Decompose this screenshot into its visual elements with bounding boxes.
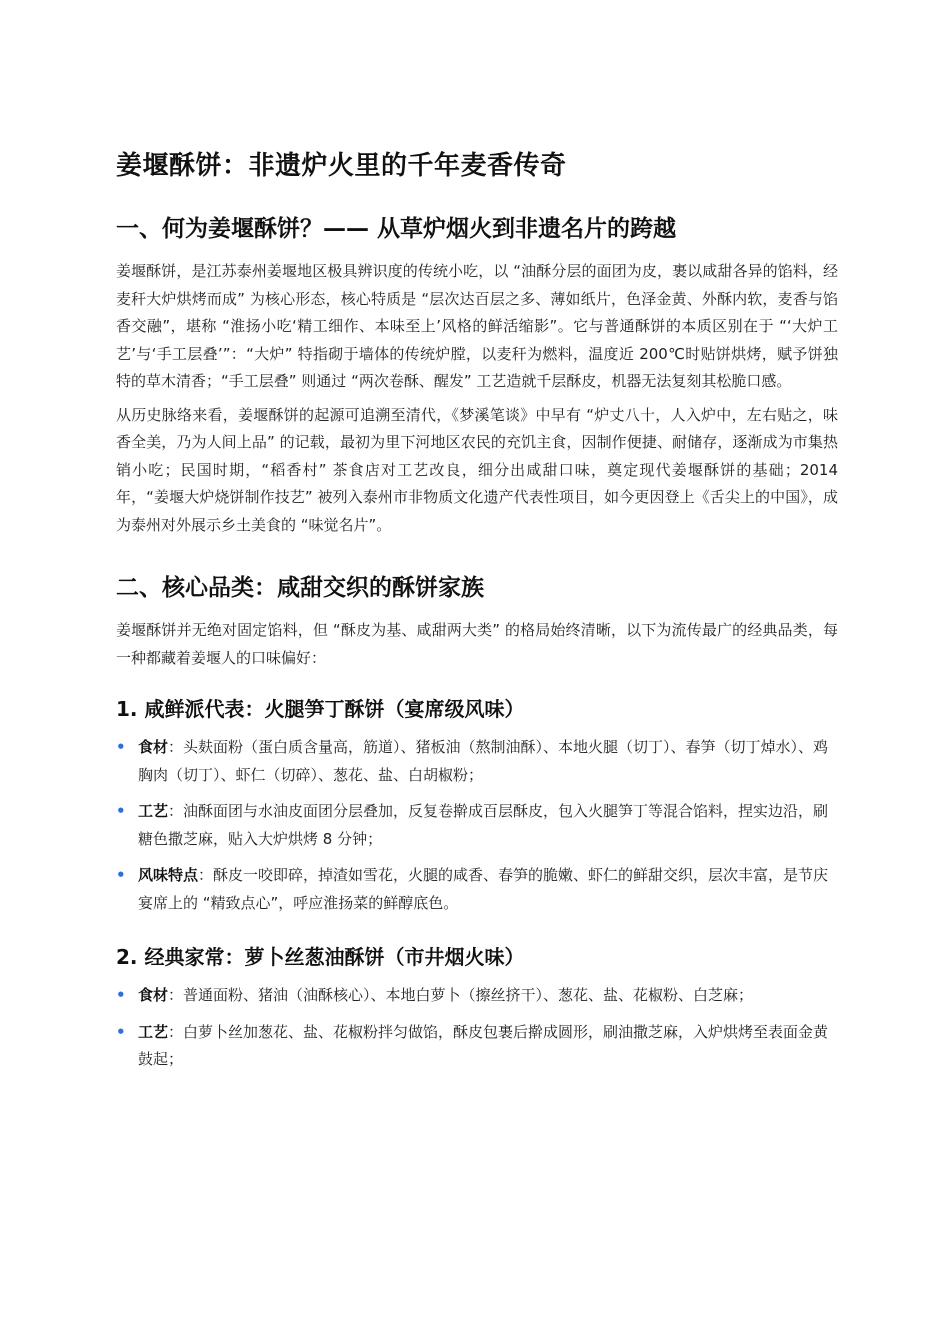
bullet-icon: • xyxy=(116,866,126,884)
list-item xyxy=(116,1019,838,1074)
item-label: 食材 xyxy=(138,738,169,756)
item-text: ：头麸面粉（蛋白质含量高，筋道）、猪板油（熬制油酥）、本地火腿（切丁）、春笋（切丁焯水）、鸡胸肉（切丁）、虾仁（切碎）、葱花、盐、白胡椒粉； xyxy=(138,738,829,784)
bullet-list-1 xyxy=(116,734,838,917)
bullet-icon: • xyxy=(116,986,126,1004)
bullet-list-2 xyxy=(116,982,838,1074)
list-item xyxy=(116,862,838,917)
list-item xyxy=(116,798,838,853)
document-page xyxy=(116,146,838,1083)
section-heading-1: 一、何为姜堰酥饼？—— 从草炉烟火到非遗名片的跨越 xyxy=(116,216,677,242)
spacer xyxy=(116,926,838,942)
section-1-paragraph-2: 从历史脉络来看，姜堰酥饼的起源可追溯至清代，《梦溪笔谈》中早有 “炉丈八十，人入炉中，左右贴之，味香全美，乃为人间上品” 的记载，最初为里下河地区农民的充饥主食，因制作便捷、耐储存，逐渐成为市集热销小吃；民国时期，“稻香村” 茶食店对工艺改良，细分出咸甜口味，奠定现代姜堰酥饼的基础；2014 年，“姜堰大炉烧饼制作技艺” 被列入泰州市非物质文化遗产代表性项目，如今更因登上《舌尖上的中国》，成为泰州对外展示乡土美食的 “味觉名片”。 xyxy=(116,405,838,534)
item-text: ：油酥面团与水油皮面团分层叠加，反复卷擀成百层酥皮，包入火腿笋丁等混合馅料，捏实边沿，刷糖色撒芝麻，贴入大炉烘烤 8 分钟； xyxy=(138,802,829,848)
spacer xyxy=(116,545,838,571)
item-label: 工艺 xyxy=(138,802,169,820)
item-label: 风味特点 xyxy=(138,866,199,884)
spacer xyxy=(116,678,838,694)
bullet-icon: • xyxy=(116,738,126,756)
section-2-paragraph-1: 姜堰酥饼并无绝对固定馅料，但 “酥皮为基、咸甜两大类” 的格局始终清晰，以下为流传最广的经典品类，每一种都藏着姜堰人的口味偏好： xyxy=(116,621,838,667)
list-item xyxy=(116,734,838,789)
section-1-paragraph-1: 姜堰酥饼，是江苏泰州姜堰地区极具辨识度的传统小吃，以 “油酥分层的面团为皮，裹以咸甜各异的馅料，经麦秆大炉烘烤而成” 为核心形态，核心特质是 “层次达百层之多、薄如纸片，色泽金黄、外酥内软，麦香与馅香交融”，堪称 “淮扬小吃‘精工细作、本味至上’风格的鲜活缩影”。它与普通酥饼的本质区别在于 “‘大炉工艺’与‘手工层叠’”：“大炉” 特指砌于墙体的传统炉膛，以麦秆为燃料，温度近 200℃时贴饼烘烤，赋予饼独特的草木清香；“手工层叠” 则通过 “两次卷酥、醒发” 工艺造就千层酥皮，机器无法复刻其松脆口感。 xyxy=(116,262,838,390)
item-text: ：白萝卜丝加葱花、盐、花椒粉拌匀做馅，酥皮包裹后擀成圆形，刷油撒芝麻，入炉烘烤至表面金黄鼓起； xyxy=(138,1022,829,1068)
list-item xyxy=(116,982,838,1010)
item-label: 工艺 xyxy=(138,1022,169,1041)
section-heading-2: 二、核心品类：咸甜交织的酥饼家族 xyxy=(116,575,484,601)
bullet-icon: • xyxy=(116,802,126,820)
subsection-heading-2: 2. 经典家常：萝卜丝葱油酥饼（市井烟火味） xyxy=(116,945,525,969)
document-title: 姜堰酥饼：非遗炉火里的千年麦香传奇 xyxy=(116,151,567,181)
bullet-icon: • xyxy=(116,1022,126,1041)
subsection-heading-1: 1. 咸鲜派代表：火腿笋丁酥饼（宴席级风味） xyxy=(116,697,525,721)
item-label: 食材 xyxy=(138,986,169,1004)
item-text: ：普通面粉、猪油（油酥核心）、本地白萝卜（擦丝挤干）、葱花、盐、花椒粉、白芝麻； xyxy=(168,986,754,1004)
item-text: ：酥皮一咬即碎，掉渣如雪花，火腿的咸香、春笋的脆嫩、虾仁的鲜甜交织，层次丰富，是节庆宴席上的 “精致点心”，呼应淮扬菜的鲜醇底色。 xyxy=(138,866,829,912)
